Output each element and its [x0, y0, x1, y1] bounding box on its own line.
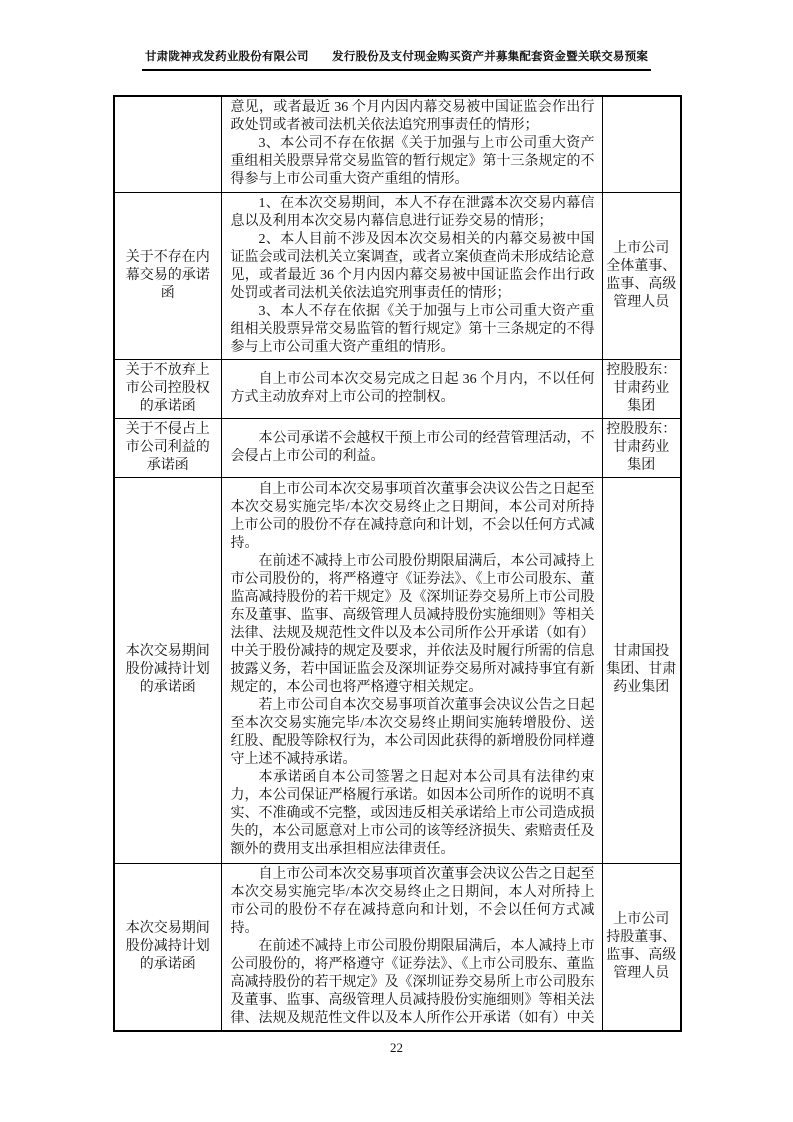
commitment-party-line: 管理人员: [613, 294, 670, 310]
commitment-paragraph: 本承诺函自本公司签署之日起对本公司具有法律约束力，本公司保证严格履行承诺。如因本公司所作的说明不真实、不准确或不完整，或因违反相关承诺给上市公司造成损失的，本公司愿意对上市公司的该等经济损失、索赔责任及额外的费用支出承担相应法律责任。: [230, 770, 595, 857]
commitment-name-cell: [114, 477, 221, 863]
page-number: 22: [390, 1040, 403, 1055]
commitment-party-cell: [602, 359, 681, 418]
page-footer: [0, 1040, 793, 1056]
commitment-party-cell: [602, 192, 681, 359]
commitment-party-line: 控股股东：: [606, 362, 677, 378]
commitment-party-line: 甘肃药业: [613, 439, 670, 455]
commitment-paragraph: 1、在本次交易期间，本人不存在泄露本次交易内幕信息以及利用本次交易内幕信息进行证券交易的情形；: [230, 195, 595, 229]
commitment-paragraph: 意见，或者最近 36 个月内因内幕交易被中国证监会作出行政处罚或者被司法机关依法追究刑事责任的情形；: [230, 100, 595, 134]
commitment-paragraph: 2、本人目前不涉及因本次交易相关的内幕交易被中国证监会或司法机关立案调查，或者立案侦查尚未形成结论意见，或者最近 36 个月内因内幕交易被中国证监会作出行政处罚或者司法机关依法追究刑事责任的情形；: [230, 231, 595, 301]
commitment-party-line: 控股股东：: [606, 421, 677, 437]
commitment-name-cell: [114, 96, 221, 192]
commitment-party-line: 持股董事、: [606, 929, 677, 945]
commitment-paragraph: 在前述不减持上市公司股份期限届满后，本公司减持上市公司股份的，将严格遵守《证券法》、《上市公司股东、董监高减持股份的若干规定》及《深圳证券交易所上市公司股东及董事、监事、高级管理人员减持股份实施细则》等相关法律、法规及规范性文件以及本公司所作公开承诺（如有）中关于股份减持的规定及要求，并依法及时履行所需的信息披露义务，若中国证监会及深圳证券交易所对减持事宜有新规定的，本公司也将严格遵守相关规定。: [230, 554, 595, 695]
commitment-party-line: 集团: [627, 457, 656, 473]
commitment-party-line: 监事、高级: [606, 947, 677, 963]
commitment-party-line: 上市公司: [613, 240, 670, 256]
commitment-party-line: 上市公司: [613, 911, 670, 927]
commitment-paragraph: 3、本公司不存在依据《关于加强与上市公司重大资产重组相关股票异常交易监管的暂行规定》第十三条规定的不得参与上市公司重大资产重组的情形。: [230, 136, 595, 188]
commitment-party-line: 管理人员: [613, 965, 670, 981]
commitments-table: [113, 95, 682, 1032]
commitment-name-cell: [114, 359, 221, 418]
commitment-paragraph: 在前述不减持上市公司股份期限届满后，本人减持上市公司股份的，将严格遵守《证券法》、《上市公司股东、董监高减持股份的若干规定》及《深圳证券交易所上市公司股东及董事、监事、高级管理人员减持股份实施细则》等相关法律、法规及规范性文件以及本人所作公开承诺（如有）中关: [230, 938, 595, 1026]
table-row: [114, 477, 681, 863]
commitment-party-cell: [602, 418, 681, 477]
commitment-party-line: 药业集团: [613, 680, 670, 695]
commitment-party-line: 集团、甘肃: [606, 662, 677, 677]
table-row: [114, 418, 681, 477]
commitment-party-cell: [602, 863, 681, 1031]
commitment-name-cell: [114, 418, 221, 477]
commitment-paragraph: 自上市公司本次交易完成之日起 36 个月内，不以任何方式主动放弃对上市公司的控制权。: [230, 371, 595, 405]
commitment-name: 关于不存在内幕交易的承诺函: [125, 249, 210, 301]
commitment-content-cell: [221, 359, 602, 418]
commitment-party-line: 集团: [627, 398, 656, 414]
commitment-content-cell: [221, 477, 602, 863]
commitment-party-cell: [602, 477, 681, 863]
commitment-content-cell: [221, 863, 602, 1031]
commitment-party-line: 全体董事、: [606, 258, 677, 274]
commitment-paragraph: 本公司承诺不会越权干预上市公司的经营管理活动，不会侵占上市公司的利益。: [230, 430, 595, 464]
commitment-name-cell: [114, 863, 221, 1031]
table-row: [114, 192, 681, 359]
commitment-content-cell: [221, 418, 602, 477]
table-row: [114, 863, 681, 1031]
commitment-party-line: 甘肃药业: [613, 380, 670, 396]
commitment-content-cell: [221, 96, 602, 192]
commitment-name: 关于不侵占上市公司利益的承诺函: [125, 421, 210, 473]
table-row: [114, 359, 681, 418]
commitment-name: 本次交易期间股份减持计划的承诺函: [125, 920, 210, 972]
commitment-party-line: 监事、高级: [606, 276, 677, 292]
commitments-table-body: [114, 96, 681, 1031]
page-header: [0, 47, 793, 71]
document-running-title: 甘肃陇神戎发药业股份有限公司 发行股份及支付现金购买资产并募集配套资金暨关联交易预案: [142, 49, 651, 71]
commitment-paragraph: 自上市公司本次交易事项首次董事会决议公告之日起至本次交易实施完毕/本次交易终止之日期间，本公司对所持上市公司的股份不存在减持意向和计划，不会以任何方式减持。: [230, 482, 595, 551]
commitment-party-line: 甘肃国投: [613, 644, 670, 659]
commitment-name: 本次交易期间股份减持计划的承诺函: [125, 644, 210, 695]
commitment-content-cell: [221, 192, 602, 359]
commitment-paragraph: 3、本人不存在依据《关于加强与上市公司重大资产重组相关股票异常交易监管的暂行规定》第十三条规定的不得参与上市公司重大资产重组的情形。: [230, 303, 595, 355]
commitment-party-cell: [602, 96, 681, 192]
commitment-name: 关于不放弃上市公司控股权的承诺函: [125, 362, 210, 414]
table-row: [114, 96, 681, 192]
commitment-name-cell: [114, 192, 221, 359]
commitment-paragraph: 若上市公司自本次交易事项首次董事会决议公告之日起至本次交易实施完毕/本次交易终止期间实施转增股份、送红股、配股等除权行为，本公司因此获得的新增股份同样遵守上述不减持承诺。: [230, 698, 595, 767]
commitment-paragraph: 自上市公司本次交易事项首次董事会决议公告之日起至本次交易实施完毕/本次交易终止之日期间，本人对所持上市公司的股份不存在减持意向和计划，不会以任何方式减持。: [230, 866, 595, 936]
